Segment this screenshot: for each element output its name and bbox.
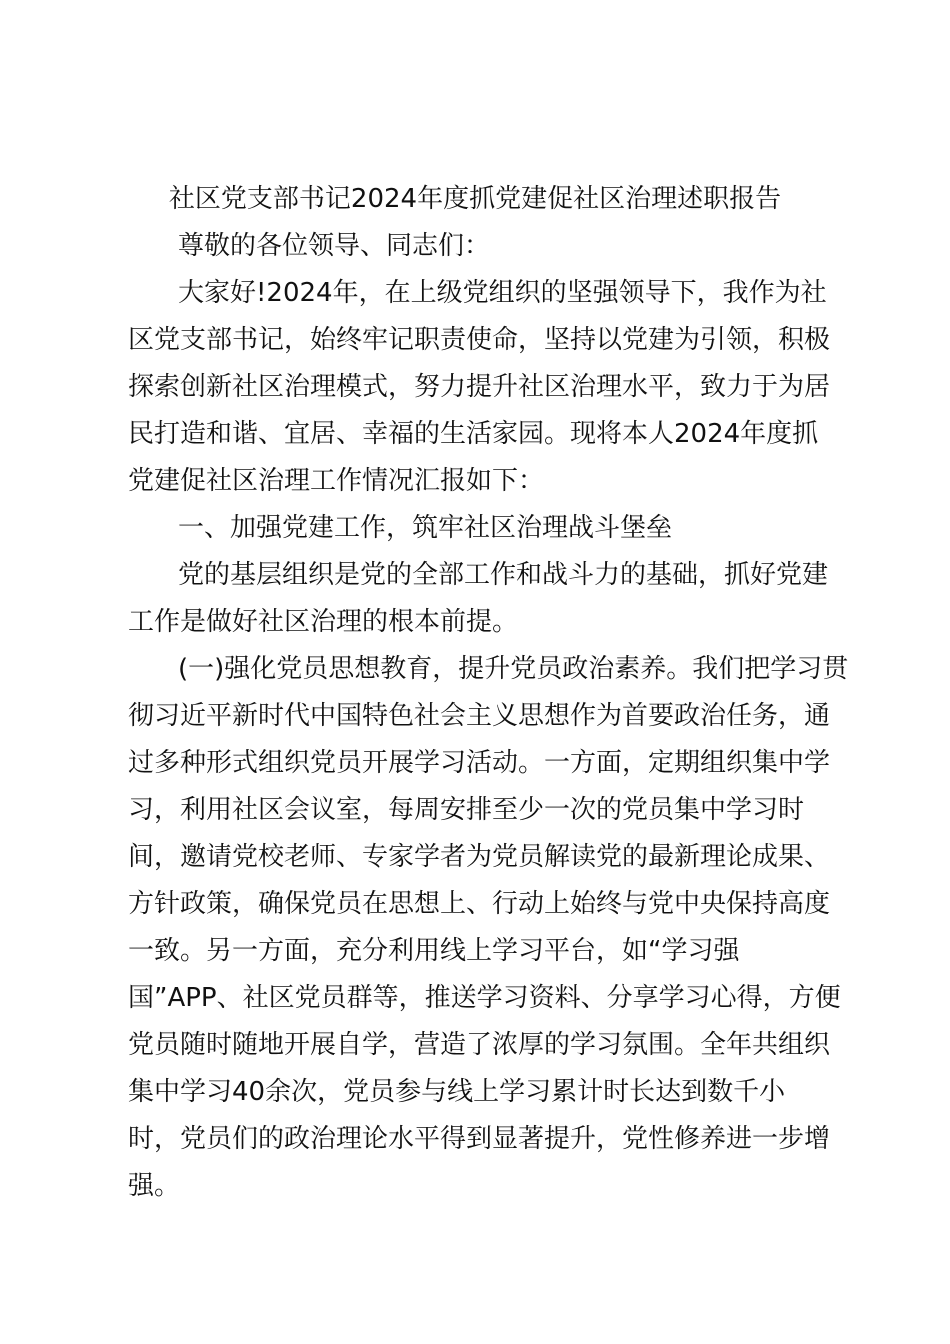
paragraph-line: 集中学习40余次，党员参与线上学习累计时长达到数千小: [128, 1077, 786, 1107]
paragraph-line: 习，利用社区会议室，每周安排至少一次的党员集中学习时: [128, 795, 805, 825]
paragraph-line: 强。: [128, 1171, 181, 1201]
paragraph-line: 彻习近平新时代中国特色社会主义思想作为首要政治任务，通: [128, 701, 831, 731]
paragraph-line: 间，邀请党校老师、专家学者为党员解读党的最新理论成果、: [128, 842, 831, 872]
paragraph-line: 方针政策，确保党员在思想上、行动上始终与党中央保持高度: [128, 889, 831, 919]
paragraph-line: 党员随时随地开展自学，营造了浓厚的学习氛围。全年共组织: [128, 1030, 831, 1060]
document-title: 社区党支部书记2024年度抓党建促社区治理述职报告: [168, 184, 782, 214]
paragraph-line: 民打造和谐、宜居、幸福的生活家园。现将本人2024年度抓: [128, 419, 819, 449]
paragraph-line: 大家好!2024年，在上级党组织的坚强领导下，我作为社: [178, 278, 827, 308]
paragraph-line: 党建促社区治理工作情况汇报如下：: [128, 466, 545, 496]
salutation: 尊敬的各位领导、同志们：: [178, 231, 491, 261]
paragraph-line: (一)强化党员思想教育，提升党员政治素养。我们把学习贯: [178, 654, 849, 684]
paragraph-line: 时，党员们的政治理论水平得到显著提升，党性修养进一步增: [128, 1124, 831, 1154]
paragraph-line: 工作是做好社区治理的根本前提。: [128, 607, 519, 637]
paragraph-line: 区党支部书记，始终牢记职责使命，坚持以党建为引领，积极: [128, 325, 831, 355]
paragraph-line: 一致。另一方面，充分利用线上学习平台，如“学习强: [128, 936, 740, 966]
section-heading: 一、加强党建工作，筑牢社区治理战斗堡垒: [178, 513, 673, 543]
paragraph-line: 党的基层组织是党的全部工作和战斗力的基础，抓好党建: [178, 560, 829, 590]
paragraph-line: 过多种形式组织党员开展学习活动。一方面，定期组织集中学: [128, 748, 831, 778]
paragraph-line: 探索创新社区治理模式，努力提升社区治理水平，致力于为居: [128, 372, 831, 402]
paragraph-line: 国”APP、社区党员群等，推送学习资料、分享学习心得，方便: [128, 983, 841, 1013]
